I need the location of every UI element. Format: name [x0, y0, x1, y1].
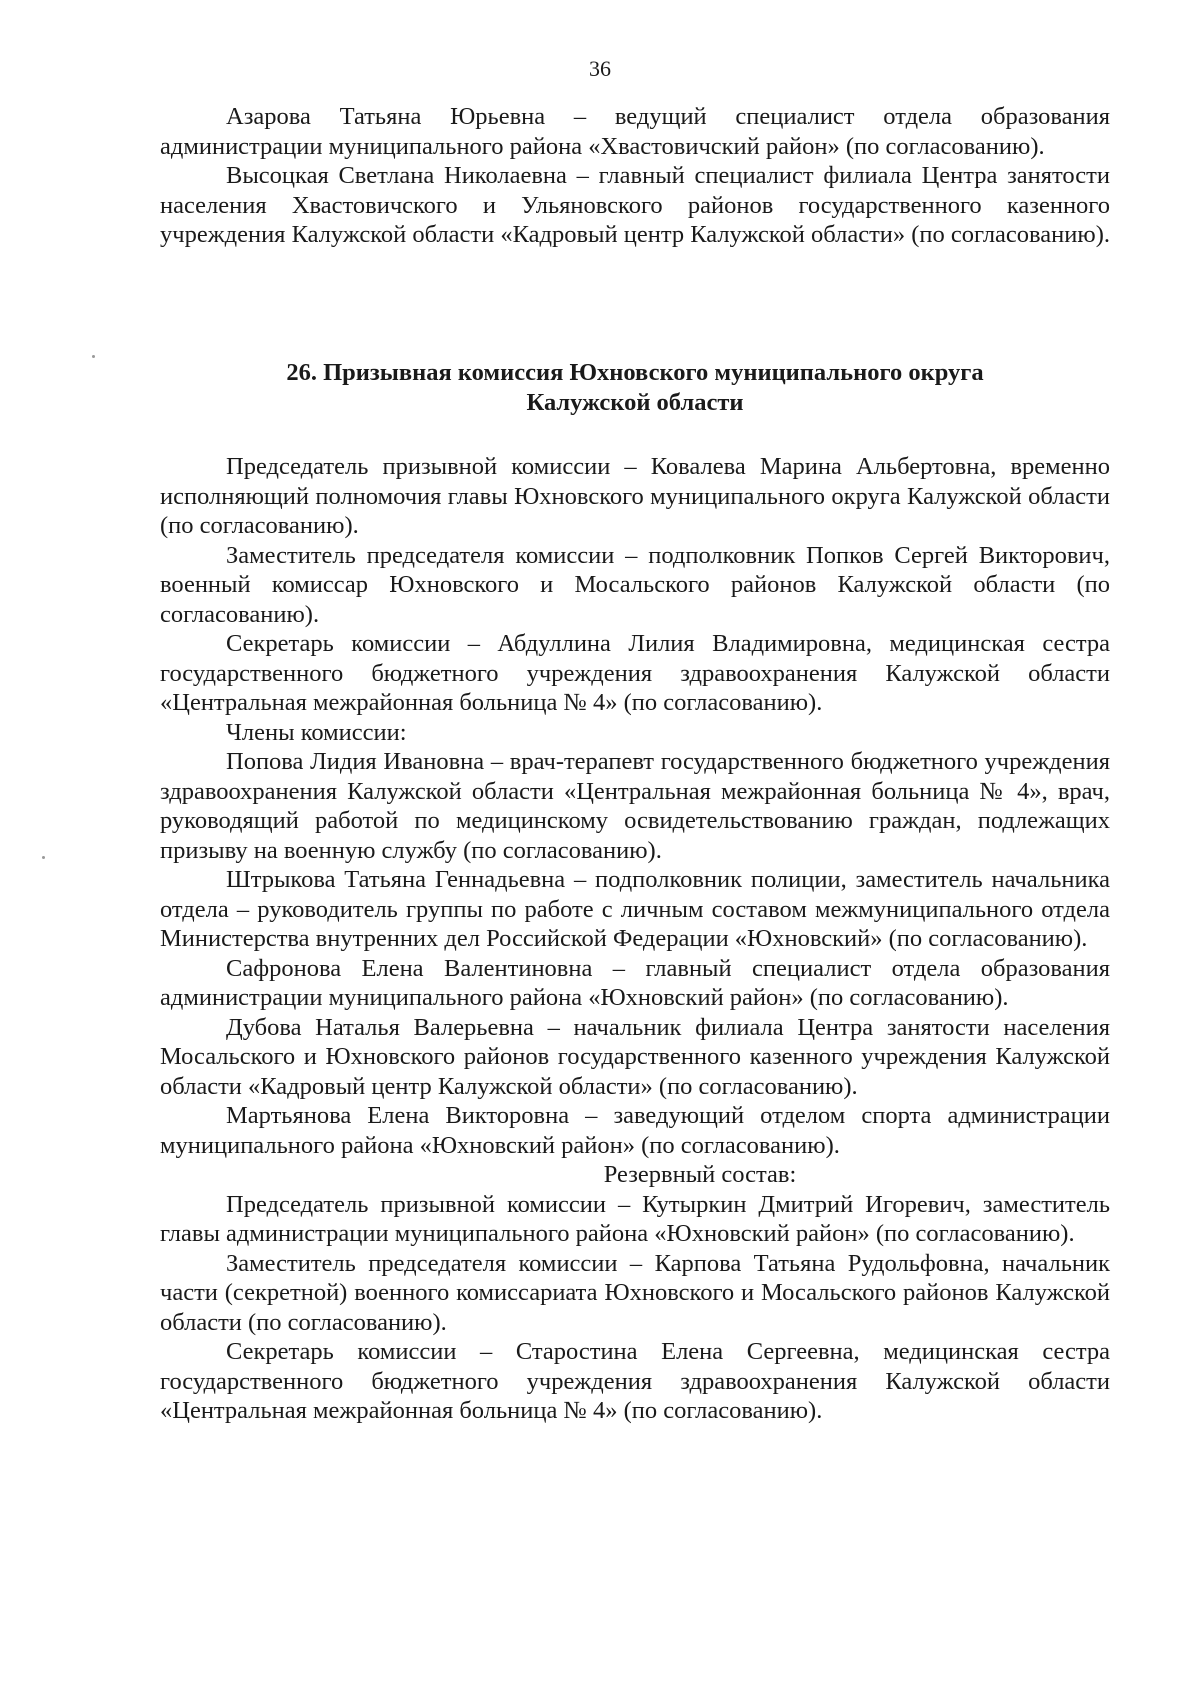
section-heading-line: 26. Призывная комиссия Юхновского муниципального округа	[286, 359, 984, 386]
members-heading: Члены комиссии:	[226, 718, 407, 746]
page-number: 36	[589, 56, 611, 81]
commission-composition	[160, 452, 1110, 1426]
previous-commission-members	[160, 102, 1110, 250]
member-paragraph: Высоцкая Светлана Николаевна – главный специалист филиала Центра занятости населения Хвастовичского и Ульяновского районов государственного казенного учреждения Калужской области «Кадровый центр Калужской области» (по согласованию).	[160, 162, 1110, 248]
scan-speck	[92, 355, 95, 358]
reserve-deputy-paragraph: Заместитель председателя комиссии – Карпова Татьяна Рудольфовна, начальник части (секретной) военного комиссариата Юхновского и Мосальского районов Калужской области (по согласованию).	[160, 1249, 1110, 1336]
member-paragraph: Азарова Татьяна Юрьевна – ведущий специалист отдела образования администрации муниципального района «Хвастовичский район» (по согласованию).	[160, 103, 1110, 160]
reserve-heading: Резервный состав:	[603, 1161, 797, 1188]
section-heading-line: Калужской области	[526, 389, 744, 416]
reserve-chairman-paragraph: Председатель призывной комиссии – Кутыркин Дмитрий Игоревич, заместитель главы администрации муниципального района «Юхновский район» (по согласованию).	[160, 1190, 1110, 1247]
chairman-paragraph: Председатель призывной комиссии – Ковалева Марина Альбертовна, временно исполняющий полномочия главы Юхновского муниципального округа Калужской области (по согласованию).	[160, 453, 1110, 539]
member-paragraph: Штрыкова Татьяна Геннадьевна – подполковник полиции, заместитель начальника отдела – руководитель группы по работе с личным составом межмуниципального отдела Министерства внутренних дел Российской Федерации «Юхновский» (по согласованию).	[160, 866, 1110, 952]
section-heading	[160, 358, 1110, 418]
reserve-secretary-paragraph: Секретарь комиссии – Старостина Елена Сергеевна, медицинская сестра государственного бюджетного учреждения здравоохранения Калужской области «Центральная межрайонная больница № 4» (по согласованию).	[160, 1338, 1110, 1424]
member-paragraph: Сафронова Елена Валентиновна – главный специалист отдела образования администрации муниципального района «Юхновский район» (по согласованию).	[160, 954, 1110, 1011]
member-paragraph: Дубова Наталья Валерьевна – начальник филиала Центра занятости населения Мосальского и Юхновского районов государственного казенного учреждения Калужской области «Кадровый центр Калужской области» (по согласованию).	[160, 1013, 1110, 1100]
deputy-chairman-paragraph: Заместитель председателя комиссии – подполковник Попков Сергей Викторович, военный комиссар Юхновского и Мосальского районов Калужской области (по согласованию).	[160, 541, 1110, 628]
member-paragraph: Попова Лидия Ивановна – врач-терапевт государственного бюджетного учреждения здравоохранения Калужской области «Центральная межрайонная больница № 4», врач, руководящий работой по медицинскому освидетельствованию граждан, подлежащих призыву на военную службу (по согласованию).	[160, 748, 1110, 864]
member-paragraph: Мартьянова Елена Викторовна – заведующий отделом спорта администрации муниципального района «Юхновский район» (по согласованию).	[160, 1102, 1110, 1159]
secretary-paragraph: Секретарь комиссии – Абдуллина Лилия Владимировна, медицинская сестра государственного бюджетного учреждения здравоохранения Калужской области «Центральная межрайонная больница № 4» (по согласованию).	[160, 630, 1110, 716]
scan-speck	[42, 856, 45, 859]
